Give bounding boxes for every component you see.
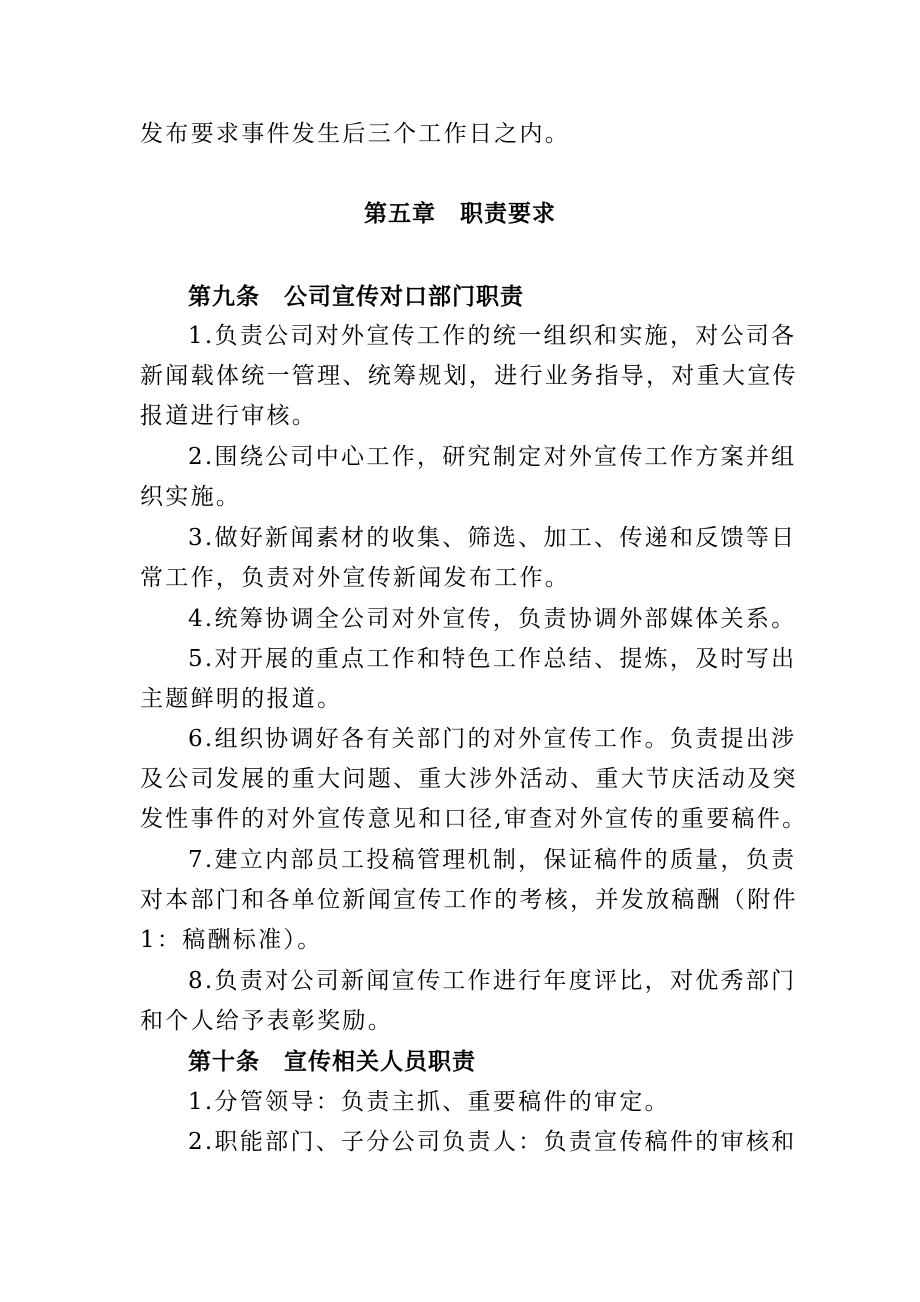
paragraph-line: 新闻载体统一管理、统筹规划，进行业务指导，对重大宣传: [140, 363, 798, 389]
paragraph-line: 对本部门和各单位新闻宣传工作的考核，并发放稿酬（附件: [140, 887, 798, 913]
paragraph-line: 发布要求事件发生后三个工作日之内。: [140, 121, 571, 147]
paragraph-line: 1：稿酬标准）。: [140, 927, 323, 953]
paragraph-line: 2.围绕公司中心工作，研究制定对外宣传工作方案并组: [188, 444, 797, 470]
paragraph-line: 及公司发展的重大问题、重大涉外活动、重大节庆活动及突: [140, 766, 798, 792]
paragraph-line: 7.建立内部员工投稿管理机制，保证稿件的质量，负责: [188, 847, 797, 873]
paragraph-line: 主题鲜明的报道。: [140, 686, 343, 712]
paragraph-line: 和个人给予表彰奖励。: [140, 1008, 393, 1034]
paragraph-line: 1.负责公司对外宣传工作的统一组织和实施，对公司各: [188, 323, 797, 349]
article-heading-9: 第九条 公司宣传对口部门职责: [188, 284, 524, 310]
paragraph-line: 发性事件的对外宣传意见和口径,审查对外宣传的重要稿件。: [140, 806, 808, 832]
paragraph-line: 3.做好新闻素材的收集、筛选、加工、传递和反馈等日: [188, 525, 797, 551]
paragraph-line: 2.职能部门、子分公司负责人：负责宣传稿件的审核和: [188, 1129, 797, 1155]
chapter-heading: 第五章 职责要求: [364, 201, 556, 227]
paragraph-line: 4.统筹协调全公司对外宣传，负责协调外部媒体关系。: [188, 606, 797, 632]
paragraph-line: 1.分管领导：负责主抓、重要稿件的审定。: [188, 1089, 670, 1115]
paragraph-line: 8.负责对公司新闻宣传工作进行年度评比，对优秀部门: [188, 968, 797, 994]
paragraph-line: 织实施。: [140, 484, 242, 510]
paragraph-line: 5.对开展的重点工作和特色工作总结、提炼，及时写出: [188, 646, 797, 672]
paragraph-line: 常工作，负责对外宣传新闻发布工作。: [140, 565, 571, 591]
paragraph-line: 6.组织协调好各有关部门的对外宣传工作。负责提出涉: [188, 726, 797, 752]
article-heading-10: 第十条 宣传相关人员职责: [188, 1049, 476, 1075]
paragraph-line: 报道进行审核。: [140, 403, 318, 429]
